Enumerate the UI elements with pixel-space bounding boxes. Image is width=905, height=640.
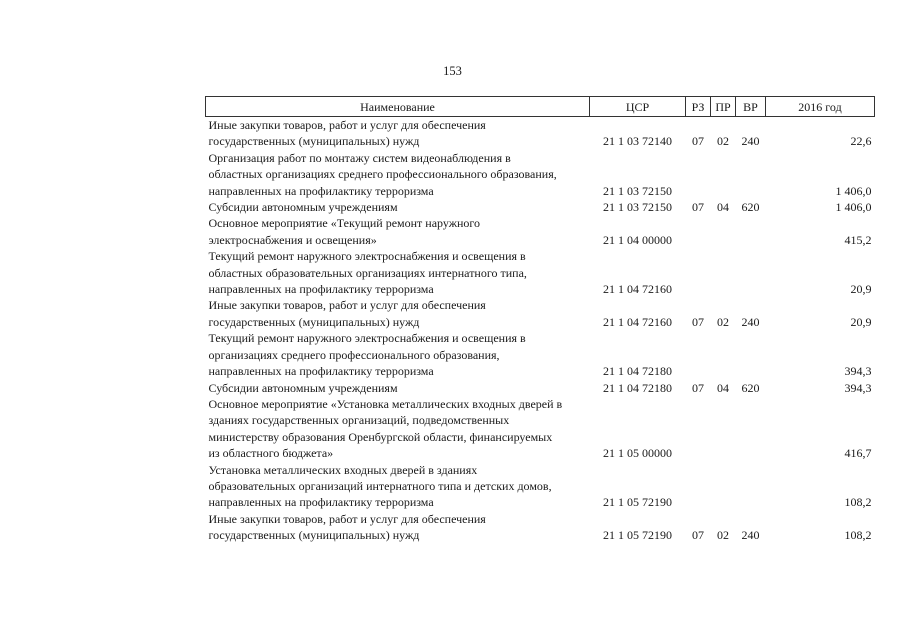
row-vr: 240 — [741, 314, 760, 329]
header-csr: ЦСР — [590, 97, 686, 117]
table-row — [206, 150, 875, 199]
row-pr — [711, 462, 736, 511]
row-csr: 21 1 04 00000 — [603, 232, 672, 247]
row-csr: 21 1 04 72160 — [603, 282, 672, 297]
row-name — [206, 330, 590, 379]
row-rz — [686, 330, 711, 379]
row-pr — [711, 330, 736, 379]
row-pr — [711, 248, 736, 297]
row-csr: 21 1 03 72150 — [603, 183, 672, 198]
table-row — [206, 199, 875, 215]
row-sum: 20,9 — [850, 314, 872, 329]
header-year: 2016 год — [766, 97, 875, 117]
row-rz — [686, 396, 711, 462]
row-pr: 04 — [717, 200, 729, 215]
row-csr: 21 1 04 72180 — [603, 364, 672, 379]
row-name-line: Основное мероприятие «Установка металлических входных дверей в — [208, 396, 563, 411]
header-rz: РЗ — [686, 97, 711, 117]
row-vr — [736, 396, 766, 462]
row-sum: 1 406,0 — [835, 200, 872, 215]
row-name-line: Текущий ремонт наружного электроснабжения и освещения в — [208, 331, 526, 346]
row-name-line: направленных на профилактику терроризма — [208, 183, 434, 198]
row-name-line: Установка металлических входных дверей в зданиях — [208, 462, 478, 477]
row-name-line: направленных на профилактику терроризма — [208, 364, 434, 379]
row-name-line: Иные закупки товаров, работ и услуг для обеспечения — [208, 118, 486, 132]
table-row — [206, 117, 875, 150]
row-vr: 240 — [741, 528, 760, 543]
header-vr: ВР — [736, 97, 766, 117]
row-vr: 240 — [741, 134, 760, 149]
row-name-line: организациях среднего профессионального образования, — [208, 347, 500, 362]
row-sum: 394,3 — [844, 380, 872, 395]
table-row — [206, 297, 875, 330]
row-csr: 21 1 05 72190 — [603, 495, 672, 510]
row-name — [206, 462, 590, 511]
row-rz: 07 — [692, 380, 704, 395]
row-name-line: направленных на профилактику терроризма — [208, 495, 434, 510]
row-sum: 1 406,0 — [835, 183, 872, 198]
table-header — [206, 97, 875, 117]
row-name — [206, 248, 590, 297]
row-pr: 02 — [717, 134, 729, 149]
row-name-line: министерству образования Оренбургской области, финансируемых — [208, 429, 553, 444]
row-name-line: Субсидии автономным учреждениям — [208, 380, 398, 395]
row-name-line: Основное мероприятие «Текущий ремонт наружного — [208, 216, 481, 231]
row-vr — [736, 330, 766, 379]
table-row — [206, 511, 875, 544]
header-row — [206, 97, 875, 117]
row-pr: 02 — [717, 314, 729, 329]
row-name-line: зданиях государственных организаций, подведомственных — [208, 413, 510, 428]
row-vr — [736, 462, 766, 511]
row-rz — [686, 248, 711, 297]
row-csr: 21 1 03 72150 — [603, 200, 672, 215]
row-pr: 02 — [717, 528, 729, 543]
row-name-line: направленных на профилактику терроризма — [208, 282, 434, 297]
row-vr: 620 — [741, 380, 760, 395]
row-rz — [686, 215, 711, 248]
row-name-line: областных образовательных организациях интернатного типа, — [208, 265, 527, 280]
row-pr — [711, 150, 736, 199]
budget-table — [205, 96, 875, 544]
row-name-line: Иные закупки товаров, работ и услуг для обеспечения — [208, 298, 486, 313]
row-name-line: образовательных организаций интернатного типа и детских домов, — [208, 478, 552, 493]
row-sum: 108,2 — [844, 495, 872, 510]
row-name-line: государственных (муниципальных) нужд — [208, 314, 420, 329]
row-rz — [686, 462, 711, 511]
row-sum: 415,2 — [844, 232, 872, 247]
row-sum: 108,2 — [844, 528, 872, 543]
table-row — [206, 380, 875, 396]
row-csr: 21 1 04 72160 — [603, 314, 672, 329]
row-rz: 07 — [692, 134, 704, 149]
page-number: 153 — [443, 64, 462, 78]
row-name-line: Организация работ по монтажу систем видеонаблюдения в — [208, 150, 511, 165]
row-name — [206, 511, 590, 544]
row-sum: 20,9 — [850, 282, 872, 297]
row-name — [206, 215, 590, 248]
table-row — [206, 462, 875, 511]
table-body — [206, 117, 875, 544]
row-name — [206, 199, 590, 215]
row-csr: 21 1 03 72140 — [603, 134, 672, 149]
row-pr: 04 — [717, 380, 729, 395]
row-csr: 21 1 04 72180 — [603, 380, 672, 395]
row-sum: 394,3 — [844, 364, 872, 379]
row-rz: 07 — [692, 200, 704, 215]
row-pr — [711, 215, 736, 248]
header-pr: ПР — [711, 97, 736, 117]
row-name-line: из областного бюджета» — [208, 446, 334, 461]
row-name-line: областных организациях среднего профессионального образования, — [208, 167, 557, 182]
row-rz: 07 — [692, 528, 704, 543]
row-vr — [736, 150, 766, 199]
row-name — [206, 117, 590, 150]
row-vr — [736, 248, 766, 297]
row-sum: 22,6 — [850, 134, 872, 149]
row-name — [206, 396, 590, 462]
row-vr — [736, 215, 766, 248]
row-sum: 416,7 — [844, 446, 872, 461]
row-name-line: Иные закупки товаров, работ и услуг для обеспечения — [208, 511, 486, 526]
row-rz: 07 — [692, 314, 704, 329]
row-vr: 620 — [741, 200, 760, 215]
row-name — [206, 297, 590, 330]
table-row — [206, 215, 875, 248]
row-name — [206, 380, 590, 396]
row-name-line: государственных (муниципальных) нужд — [208, 134, 420, 149]
row-name-line: Субсидии автономным учреждениям — [208, 200, 398, 215]
row-csr: 21 1 05 72190 — [603, 528, 672, 543]
header-name: Наименование — [206, 97, 590, 117]
table-row — [206, 248, 875, 297]
row-name — [206, 150, 590, 199]
row-rz — [686, 150, 711, 199]
row-csr: 21 1 05 00000 — [603, 446, 672, 461]
row-pr — [711, 396, 736, 462]
row-name-line: электроснабжения и освещения» — [208, 232, 377, 247]
table-row — [206, 396, 875, 462]
row-name-line: Текущий ремонт наружного электроснабжения и освещения в — [208, 249, 526, 264]
table-row — [206, 330, 875, 379]
row-name-line: государственных (муниципальных) нужд — [208, 528, 420, 543]
